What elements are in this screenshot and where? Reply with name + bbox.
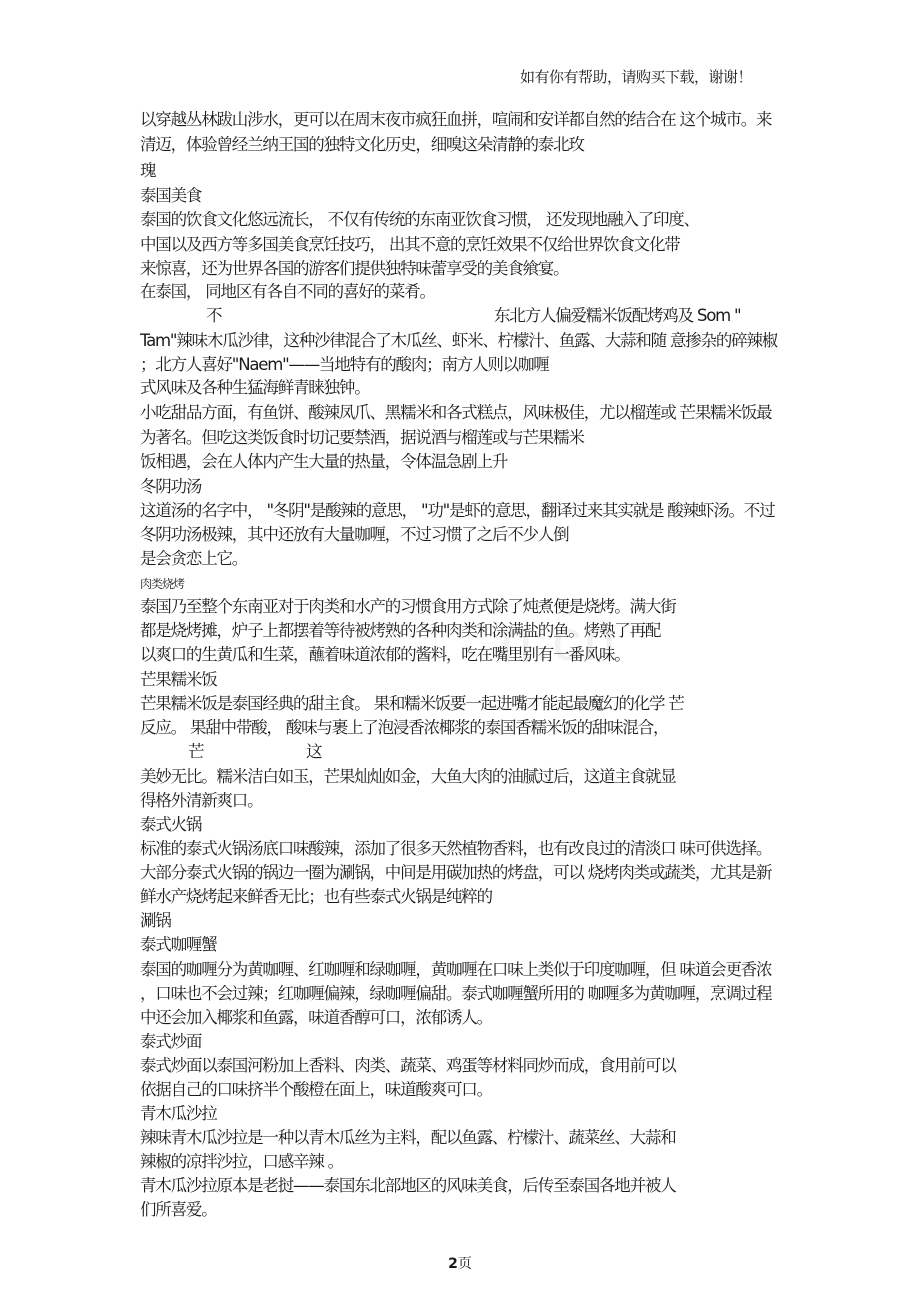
text-line: 中还会加入椰浆和鱼露，味道香醇可口，浓郁诱人。 [140, 1008, 492, 1027]
text-line: 为著名。但吃这类饭食时切记要禁酒，据说酒与榴莲或与芒果糯米 [140, 428, 584, 447]
section-heading: 肉类烧烤 [140, 577, 185, 591]
text-line: 泰国的饮食文化悠远流长， 不仅有传统的东南亚饮食习惯， 还发现地融入了印度、 [140, 210, 699, 229]
text-line: 以穿越丛林跋山涉水，更可以在周末夜市疯狂血拼，喧闹和安详都自然的结合在 这个城市。来 [140, 110, 772, 129]
section-heading: 泰式炒面 [140, 1032, 202, 1051]
text-line: 泰式炒面以泰国河粉加上香料、肉类、蔬菜、鸡蛋等材料同炒而成，食用前可以 [140, 1056, 676, 1075]
text-line: 得格外清新爽口。 [140, 791, 263, 810]
text-line: 清迈，体验曾经兰纳王国的独特文化历史，细嗅这朵清静的泰北玫 [140, 135, 584, 154]
text-line: ，口味也不会过辣；红咖喱偏辣，绿咖喱偏甜。泰式咖喱蟹所用的 咖喱多为黄咖喱，烹调过程 [140, 984, 772, 1003]
text-line: 来惊喜，还为世界各国的游客们提供独特味蕾享受的美食飨宴。 [140, 259, 569, 278]
section-heading: 芒果糯米饭 [140, 670, 217, 689]
text-line: 这道汤的名字中， "冬阴"是酸辣的意思， "功"是虾的意思，翻译过来其实就是 酸辣虾汤。不过 [140, 501, 775, 520]
text-line: 辣味青木瓜沙拉是一种以青木瓜丝为主料，配以鱼露、柠檬汁、蔬菜丝、大蒜和 [140, 1128, 676, 1147]
text-line: 辣椒的凉拌沙拉，口感辛辣 。 [140, 1152, 343, 1171]
text-line: 瑰 [140, 161, 156, 180]
text-line: 中国以及西方等多国美食烹饪技巧， 出其不意的烹饪效果不仅给世界饮食文化带 [140, 235, 680, 254]
text-line: Tam"辣味木瓜沙律，这种沙律混合了木瓜丝、虾米、柠檬汁、鱼露、大蒜和随 意掺杂的碎辣椒 [140, 331, 778, 350]
text-line: 式风味及各种生猛海鲜青睐独钟。 [140, 378, 370, 397]
text-fragment: 这 [306, 742, 322, 761]
section-heading: 冬阴功汤 [140, 477, 202, 496]
section-heading: 青木瓜沙拉 [140, 1104, 217, 1123]
text-line: 饭相遇，会在人体内产生大量的热量，令体温急剧上升 [140, 452, 508, 471]
text-fragment: 不 [206, 306, 222, 325]
text-line: 美妙无比。糯米洁白如玉，芒果灿灿如金，大鱼大肉的油腻过后，这道主食就显 [140, 767, 676, 786]
text-line: 反应。 果甜中带酸， 酸味与裹上了泡浸香浓椰浆的泰国香糯米饭的甜味混合， [140, 718, 669, 737]
text-line: 都是烧烤摊，炉子上都摆着等待被烤熟的各种肉类和涂满盐的鱼。烤熟了再配 [140, 621, 661, 640]
text-line: 在泰国， 同地区有各自不同的喜好的菜肴。 [140, 282, 435, 301]
text-line: 芒果糯米饭是泰国经典的甜主食。 果和糯米饭要一起进嘴才能起最魔幻的化学 芒 [140, 694, 684, 713]
text-line: 是会贪恋上它。 [140, 549, 248, 568]
text-line: 们所喜爱。 [140, 1200, 217, 1219]
text-fragment: 芒 [188, 742, 204, 761]
text-fragment: 东北方人偏爱糯米饭配烤鸡及 Som " [494, 306, 741, 325]
text-line: ；北方人喜好"Naem"——当地特有的酸肉；南方人则以咖喱 [140, 355, 549, 374]
text-line: 以爽口的生黄瓜和生菜，蘸着味道浓郁的酱料，吃在嘴里别有一番风味。 [140, 645, 630, 664]
text-line: 泰国的咖喱分为黄咖喱、红咖喱和绿咖喱，黄咖喱在口味上类似于印度咖喱，但 味道会更香浓 [140, 960, 772, 979]
text-line: 依据自己的口味挤半个酸橙在面上，味道酸爽可口。 [140, 1080, 492, 1099]
text-line: 泰国乃至整个东南亚对于肉类和水产的习惯食用方式除了炖煮便是烧烤。满大街 [140, 597, 676, 616]
header-note: 如有你有帮助，请购买下载，谢谢！ [520, 68, 753, 86]
section-heading: 泰式火锅 [140, 815, 202, 834]
page-footer [0, 1253, 920, 1273]
watermark: n.cn [500, 608, 618, 673]
page-suffix: 页 [457, 1256, 472, 1272]
text-line: 鲜水产烧烤起来鲜香无比；也有些泰式火锅是纯粹的 [140, 887, 492, 906]
section-heading: 泰式咖喱蟹 [140, 935, 217, 954]
text-line: 标准的泰式火锅汤底口味酸辣，添加了很多天然植物香料，也有改良过的清淡口 味可供选择。 [140, 839, 772, 858]
text-line: 青木瓜沙拉原本是老挝——泰国东北部地区的风味美食，后传至泰国各地并被人 [140, 1176, 676, 1195]
text-line: 冬阴功汤极辣，其中还放有大量咖喱，不过习惯了之后不少人倒 [140, 525, 569, 544]
text-line: 涮锅 [140, 911, 171, 930]
page-number: 2 [448, 1256, 458, 1272]
section-heading: 泰国美食 [140, 186, 202, 205]
text-line: 小吃甜品方面，有鱼饼、酸辣凤爪、黑糯米和各式糕点，风味极佳，尤以榴莲或 芒果糯米饭最 [140, 403, 772, 422]
text-line: 大部分泰式火锅的锅边一圈为涮锅，中间是用碳加热的烤盘，可以 烧烤肉类或蔬类，尤其是新 [140, 863, 772, 882]
